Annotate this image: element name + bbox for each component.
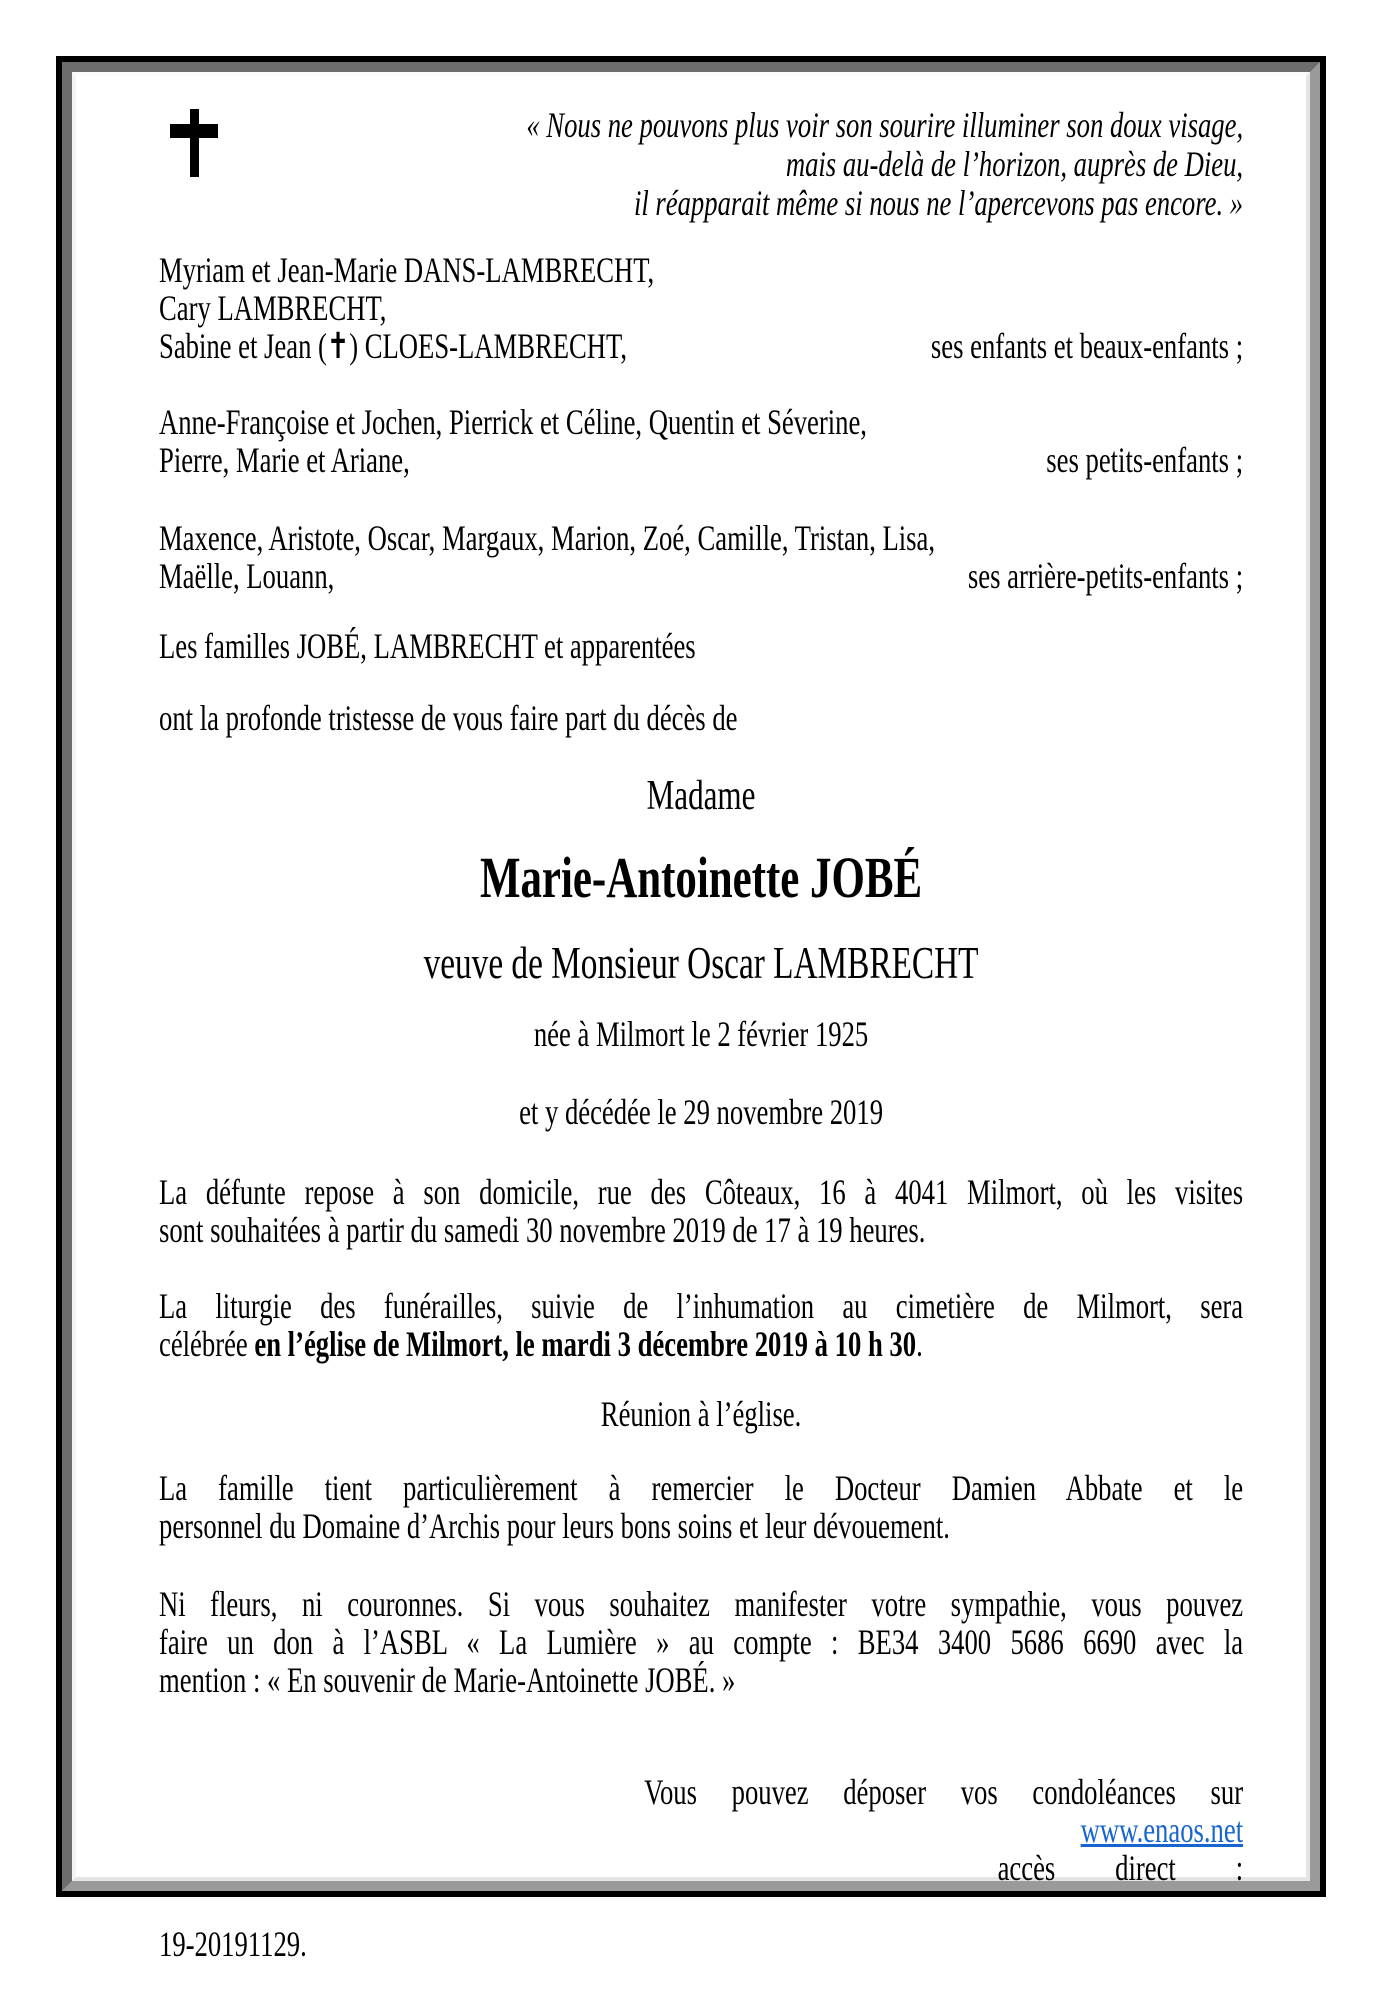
- family-names: Maëlle, Louann,: [159, 556, 335, 596]
- family-names: Pierre, Marie et Ariane,: [159, 440, 410, 480]
- relation-label: ses petits-enfants ;: [1046, 440, 1244, 480]
- frame-gray-bevel: [62, 62, 1320, 1964]
- family-names: Sabine et Jean (✝) CLOES-LAMBRECHT,: [159, 326, 627, 366]
- family-group-great-grandchildren: [159, 519, 1243, 595]
- frame-inner: [72, 72, 1310, 1964]
- dossier-reference: 19-20191129.: [159, 1924, 307, 1964]
- wake-paragraph: La défunte repose à son domicile, rue des Côteaux, 16 à 4041 Milmort, où les visites sont souhaitées à partir du samedi 30 novembre 2019 de 17 à 19 heures.: [159, 1172, 1244, 1250]
- family-group-children: [159, 251, 1243, 365]
- family-line: Anne-Françoise et Jochen, Pierrick et Céline, Quentin et Séverine,: [159, 402, 867, 442]
- death-line: et y décédée le 29 novembre 2019: [519, 1092, 884, 1132]
- donation-paragraph: Ni fleurs, ni couronnes. Si vous souhaitez manifester votre sympathie, vous pouvez faire un don à l’ASBL « La Lumière » au compte : BE34 3400 5686 6690 avec la mention : « En souvenir de Marie-Antoinette JOBÉ. »: [159, 1584, 1244, 1700]
- meeting-line: Réunion à l’église.: [600, 1394, 802, 1434]
- family-closing-line: [159, 441, 1243, 479]
- family-line: Cary LAMBRECHT,: [159, 288, 387, 328]
- quote-line: « Nous ne pouvons plus voir son sourire illuminer son doux visage,: [526, 105, 1244, 145]
- family-group-grandchildren: [159, 403, 1243, 479]
- widow-line: veuve de Monsieur Oscar LAMBRECHT: [423, 938, 979, 988]
- deceased-name: Marie-Antoinette JOBÉ: [479, 845, 923, 910]
- quote-line: il réapparait même si nous ne l’apercevons pas encore. »: [633, 183, 1244, 223]
- funeral-date-bold: en l’église de Milmort, le mardi 3 décembre 2019 à 10 h 30: [254, 1324, 917, 1364]
- birth-line: née à Milmort le 2 février 1925: [533, 1014, 869, 1054]
- families-line: Les familles JOBÉ, LAMBRECHT et apparentées: [159, 626, 696, 666]
- outer-frame: [56, 56, 1326, 1964]
- honorific: Madame: [646, 773, 756, 819]
- relation-label: ses enfants et beaux-enfants ;: [930, 326, 1244, 366]
- family-line: Maxence, Aristote, Oscar, Margaux, Marion, Zoé, Camille, Tristan, Lisa,: [159, 518, 936, 558]
- thanks-paragraph: La famille tient particulièrement à remercier le Docteur Damien Abbate et le personnel du Domaine d’Archis pour leurs bons soins et leur dévouement.: [159, 1468, 1244, 1546]
- quote-line: mais au-delà de l’horizon, auprès de Dieu,: [785, 144, 1244, 184]
- family-closing-line: [159, 557, 1243, 595]
- document-body: [159, 76, 1243, 2001]
- family-line: Myriam et Jean-Marie DANS-LAMBRECHT,: [159, 250, 655, 290]
- family-closing-line: [159, 327, 1243, 365]
- funeral-paragraph: La liturgie des funérailles, suivie de l’inhumation au cimetière de Milmort, sera célébrée en l’église de Milmort, le mardi 3 décembre 2019 à 10 h 30.: [159, 1286, 1244, 1364]
- relation-label: ses arrière-petits-enfants ;: [967, 556, 1244, 596]
- condolences-paragraph: [159, 1735, 1243, 1963]
- funeral-bold-line: célébrée en l’église de Milmort, le mardi 3 décembre 2019 à 10 h 30.: [159, 1324, 923, 1364]
- announcement-intro: ont la profonde tristesse de vous faire part du décès de: [159, 698, 738, 738]
- enaos-link[interactable]: www.enaos.net: [1080, 1810, 1244, 1850]
- opening-quote: [159, 106, 1243, 223]
- condolences-line: Vous pouvez déposer vos condoléances sur www.enaos.net accès direct :: [644, 1772, 1244, 1888]
